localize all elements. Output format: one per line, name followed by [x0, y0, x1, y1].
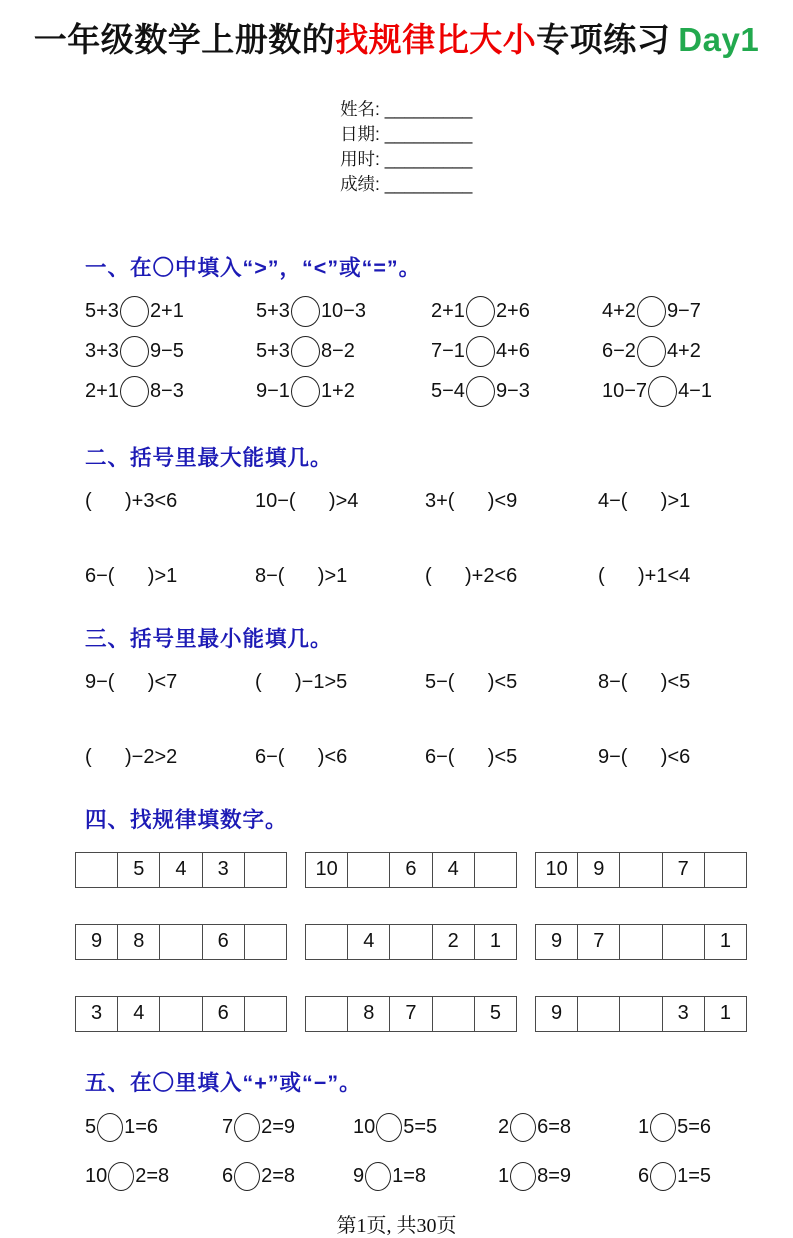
number-sequence-table	[75, 996, 287, 1032]
score-field: 成绩: _________	[340, 173, 473, 194]
number-sequence-table	[75, 852, 287, 888]
min-fill-problem: 6−( )<6	[255, 745, 348, 768]
section4-tables	[75, 852, 793, 1032]
number-sequence-table	[535, 996, 747, 1032]
sequence-cell: 9	[536, 924, 578, 959]
compare-problem	[85, 296, 256, 327]
title-day-badge: Day1	[678, 21, 760, 58]
right-equation: 1=8	[392, 1164, 427, 1187]
compare-problem	[602, 296, 793, 327]
compare-problem	[85, 336, 256, 367]
sequence-cell: 6	[390, 852, 432, 887]
right-expression: 9−5	[149, 339, 184, 362]
student-info-line	[0, 75, 793, 217]
answer-circle	[466, 296, 495, 327]
left-expression: 3+3	[85, 339, 119, 362]
right-expression: 9−7	[666, 299, 701, 322]
max-fill-problem: 3+( )<9	[425, 489, 518, 512]
min-fill-problem: 5−( )<5	[425, 670, 518, 693]
left-number: 6	[222, 1164, 234, 1187]
sequence-cell	[244, 924, 286, 959]
compare-problem	[602, 376, 793, 407]
sequence-cell	[244, 996, 286, 1031]
answer-circle	[97, 1113, 123, 1142]
answer-circle	[234, 1162, 260, 1191]
number-sequence-table	[535, 924, 747, 960]
left-number: 1	[498, 1164, 510, 1187]
sequence-cell: 8	[348, 996, 390, 1031]
right-equation: 1=6	[124, 1115, 159, 1138]
min-fill-problem: 6−( )<5	[425, 745, 518, 768]
sequence-cell	[578, 996, 620, 1031]
section1-heading: 一、在〇中填入“>”，“<”或“=”。	[85, 255, 422, 280]
compare-problem	[85, 376, 256, 407]
sequence-cell: 9	[76, 924, 118, 959]
sequence-cell	[474, 852, 516, 887]
answer-circle	[650, 1162, 676, 1191]
number-sequence-table	[305, 996, 517, 1032]
left-number: 6	[638, 1164, 650, 1187]
page-number: 第1页, 共30页	[336, 1214, 457, 1237]
left-expression: 10−7	[602, 379, 648, 402]
right-expression: 10−3	[320, 299, 366, 322]
sequence-cell: 6	[202, 924, 244, 959]
left-number: 5	[85, 1115, 97, 1138]
right-equation: 8=9	[537, 1164, 572, 1187]
sequence-cell: 7	[390, 996, 432, 1031]
right-expression: 2+6	[495, 299, 530, 322]
number-sequence-table	[75, 924, 287, 960]
sequence-cell: 1	[474, 924, 516, 959]
left-expression: 2+1	[85, 379, 119, 402]
min-fill-problem: 8−( )<5	[598, 670, 691, 693]
left-expression: 5−4	[431, 379, 465, 402]
compare-problem	[431, 296, 602, 327]
sequence-cell	[160, 924, 202, 959]
section5-problems	[85, 1113, 793, 1191]
left-expression: 5+3	[85, 299, 119, 322]
max-fill-problem: 8−( )>1	[255, 564, 348, 587]
left-expression: 5+3	[256, 299, 290, 322]
max-fill-problem: 6−( )>1	[85, 564, 178, 587]
answer-circle	[365, 1162, 391, 1191]
left-expression: 6−2	[602, 339, 636, 362]
answer-circle	[291, 296, 320, 327]
sign-problem	[498, 1113, 638, 1142]
left-expression: 7−1	[431, 339, 465, 362]
sign-problem	[85, 1113, 222, 1142]
min-fill-problem: ( )−2>2	[85, 745, 178, 768]
sequence-cell: 3	[662, 996, 704, 1031]
left-number: 1	[638, 1115, 650, 1138]
time-used-field: 用时: _________	[340, 148, 473, 169]
compare-problem	[431, 376, 602, 407]
sequence-cell: 3	[76, 996, 118, 1031]
sequence-cell: 9	[536, 996, 578, 1031]
right-equation: 6=8	[537, 1115, 572, 1138]
right-equation: 5=5	[403, 1115, 438, 1138]
answer-circle	[120, 296, 149, 327]
min-fill-problem: 9−( )<6	[598, 745, 691, 768]
section3-problems	[85, 671, 793, 769]
right-equation: 5=6	[677, 1115, 712, 1138]
sequence-cell: 7	[578, 924, 620, 959]
min-fill-problem: ( )−1>5	[255, 670, 348, 693]
answer-circle	[648, 376, 677, 407]
max-fill-problem: 4−( )>1	[598, 489, 691, 512]
sequence-cell	[244, 852, 286, 887]
compare-problem	[256, 376, 431, 407]
right-expression: 1+2	[320, 379, 355, 402]
sequence-cell: 7	[662, 852, 704, 887]
right-expression: 4+6	[495, 339, 530, 362]
sequence-cell: 10	[536, 852, 578, 887]
compare-problem	[256, 336, 431, 367]
right-equation: 1=5	[677, 1164, 712, 1187]
sequence-cell	[306, 924, 348, 959]
sequence-cell: 10	[306, 852, 348, 887]
number-sequence-table	[305, 924, 517, 960]
sign-problem	[353, 1162, 498, 1191]
section5-heading: 五、在〇里填入“+”或“−”。	[85, 1070, 362, 1095]
sequence-cell: 4	[160, 852, 202, 887]
section2-heading: 二、括号里最大能填几。	[85, 445, 333, 470]
sequence-cell	[160, 996, 202, 1031]
sequence-cell	[306, 996, 348, 1031]
section1-problems	[85, 296, 793, 407]
left-expression: 4+2	[602, 299, 636, 322]
compare-problem	[602, 336, 793, 367]
answer-circle	[120, 376, 149, 407]
right-equation: 2=8	[135, 1164, 170, 1187]
sequence-cell: 2	[432, 924, 474, 959]
answer-circle	[108, 1162, 134, 1191]
section4-heading: 四、找规律填数字。	[85, 807, 288, 832]
title-red-highlight: 找规律比大小	[335, 21, 537, 58]
sequence-cell	[348, 852, 390, 887]
right-expression: 2+1	[149, 299, 184, 322]
left-expression: 2+1	[431, 299, 465, 322]
answer-circle	[510, 1113, 536, 1142]
left-expression: 5+3	[256, 339, 290, 362]
answer-circle	[234, 1113, 260, 1142]
sequence-cell: 8	[118, 924, 160, 959]
sequence-cell: 4	[348, 924, 390, 959]
sequence-cell	[620, 996, 662, 1031]
right-expression: 9−3	[495, 379, 530, 402]
sequence-cell: 6	[202, 996, 244, 1031]
sequence-cell	[432, 996, 474, 1031]
answer-circle	[291, 376, 320, 407]
max-fill-problem: ( )+2<6	[425, 564, 518, 587]
max-fill-problem: ( )+1<4	[598, 564, 691, 587]
sign-problem	[638, 1162, 793, 1191]
answer-circle	[291, 336, 320, 367]
sequence-cell: 3	[202, 852, 244, 887]
sign-problem	[222, 1162, 353, 1191]
right-expression: 4−1	[678, 379, 712, 402]
sequence-cell: 9	[578, 852, 620, 887]
sequence-cell: 4	[118, 996, 160, 1031]
right-equation: 2=8	[261, 1164, 296, 1187]
sign-problem	[85, 1162, 222, 1191]
sequence-cell	[620, 852, 662, 887]
right-equation: 2=9	[261, 1115, 296, 1138]
left-number: 10	[85, 1164, 108, 1187]
answer-circle	[120, 336, 149, 367]
sequence-cell: 1	[704, 996, 746, 1031]
answer-circle	[466, 336, 495, 367]
sequence-cell: 5	[474, 996, 516, 1031]
number-sequence-table	[305, 852, 517, 888]
answer-circle	[637, 336, 666, 367]
page-title	[0, 0, 793, 60]
left-number: 9	[353, 1164, 365, 1187]
sign-problem	[222, 1113, 353, 1142]
sequence-cell	[390, 924, 432, 959]
min-fill-problem: 9−( )<7	[85, 670, 178, 693]
section3-heading: 三、括号里最小能填几。	[85, 626, 333, 651]
sequence-cell: 5	[118, 852, 160, 887]
sign-problem	[638, 1113, 793, 1142]
left-number: 2	[498, 1115, 510, 1138]
answer-circle	[637, 296, 666, 327]
compare-problem	[256, 296, 431, 327]
right-expression: 4+2	[666, 339, 701, 362]
answer-circle	[466, 376, 495, 407]
answer-circle	[376, 1113, 402, 1142]
title-black-part2: 专项练习	[536, 21, 671, 58]
name-field: 姓名: _________	[340, 98, 473, 119]
left-expression: 9−1	[256, 379, 290, 402]
sequence-cell: 4	[432, 852, 474, 887]
max-fill-problem: ( )+3<6	[85, 489, 178, 512]
sequence-cell	[662, 924, 704, 959]
sequence-cell	[620, 924, 662, 959]
left-number: 7	[222, 1115, 234, 1138]
compare-problem	[431, 336, 602, 367]
max-fill-problem: 10−( )>4	[255, 489, 359, 512]
section2-problems	[85, 490, 793, 588]
answer-circle	[650, 1113, 676, 1142]
title-black-part1: 一年级数学上册数的	[33, 21, 336, 58]
right-expression: 8−3	[149, 379, 184, 402]
left-number: 10	[353, 1115, 376, 1138]
sign-problem	[353, 1113, 498, 1142]
sign-problem	[498, 1162, 638, 1191]
sequence-cell	[76, 852, 118, 887]
date-field: 日期: _________	[340, 123, 473, 144]
answer-circle	[510, 1162, 536, 1191]
sequence-cell: 1	[704, 924, 746, 959]
sequence-cell	[704, 852, 746, 887]
number-sequence-table	[535, 852, 747, 888]
right-expression: 8−2	[320, 339, 355, 362]
